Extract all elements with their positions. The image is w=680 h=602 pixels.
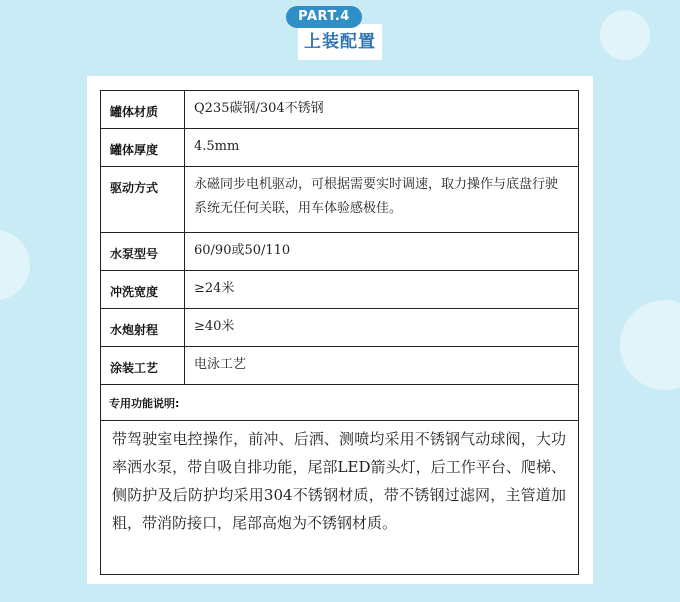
spec-row-tank-thickness [101,129,579,167]
spec-label: 罐体材质 [101,91,185,129]
spec-row-pump-model [101,233,579,271]
spec-label: 水泵型号 [101,233,185,271]
spec-row-drive-mode [101,167,579,233]
notes-body-row [101,421,579,575]
part-badge: PART.4 [286,6,362,28]
notes-heading: 专用功能说明: [101,385,579,421]
spec-label: 涂装工艺 [101,347,185,385]
spec-label: 驱动方式 [101,167,185,233]
spec-value: 60/90或50/110 [185,233,579,271]
notes-body: 带驾驶室电控操作，前冲、后洒、测喷均采用不锈钢气动球阀，大功率洒水泵，带自吸自排功能，尾部LED箭头灯，后工作平台、爬梯、侧防护及后防护均采用304不锈钢材质，带不锈钢过滤网，主管道加粗，带消防接口，尾部高炮为不锈钢材质。 [101,421,579,575]
section-title: 上装配置 [298,24,382,60]
spec-row-tank-material [101,91,579,129]
spec-label: 水炮射程 [101,309,185,347]
bg-circle-left [0,230,30,300]
spec-label: 罐体厚度 [101,129,185,167]
spec-value: 永磁同步电机驱动，可根据需要实时调速，取力操作与底盘行驶系统无任何关联，用车体验感极佳。 [185,167,579,233]
spec-row-cannon-range [101,309,579,347]
spec-value: ≥40米 [185,309,579,347]
spec-row-wash-width [101,271,579,309]
spec-value: ≥24米 [185,271,579,309]
bg-circle-right [620,300,680,390]
spec-label: 冲洗宽度 [101,271,185,309]
spec-value: 4.5mm [185,129,579,167]
spec-row-coating [101,347,579,385]
spec-table [100,90,579,575]
notes-heading-row [101,385,579,421]
spec-card [87,76,593,584]
bg-circle-top-right [600,10,650,60]
spec-value: 电泳工艺 [185,347,579,385]
spec-value: Q235碳钢/304不锈钢 [185,91,579,129]
